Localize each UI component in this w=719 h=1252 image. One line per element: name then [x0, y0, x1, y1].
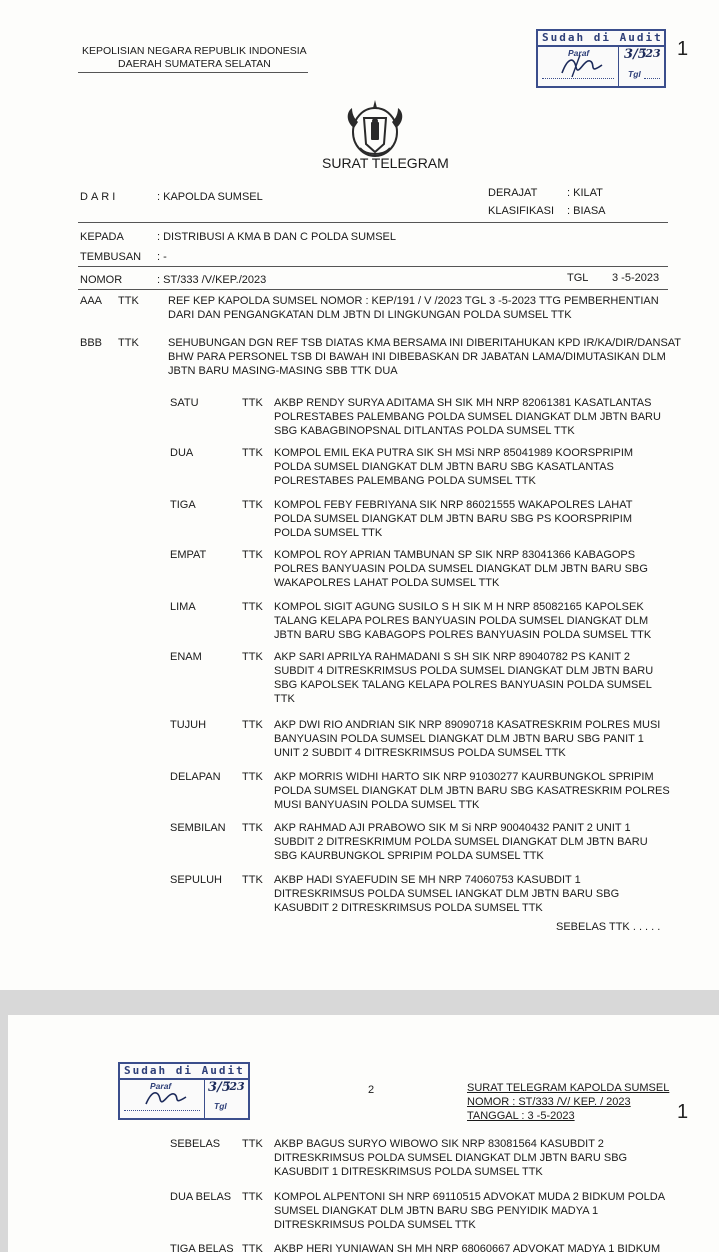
item-line: UNIT 2 SUBDIT 4 DITRESKRIMSUS POLDA SUMSEL TTK: [274, 747, 566, 759]
bbb-code: BBB: [80, 337, 103, 349]
item-line: POLDA SUMSEL DIANGKAT DLM JBTN BARU SBG PS KOORSPRIPIM: [274, 513, 632, 525]
item-line: KOMPOL ROY APRIAN TAMBUNAN SP SIK NRP 83041366 KABAGOPS: [274, 549, 636, 561]
audit-stamp: [118, 1062, 250, 1120]
klasifikasi-label: KLASIFIKASI: [488, 205, 555, 217]
item-number: DUA BELAS: [170, 1191, 232, 1203]
stamp-handwritten-date: 3/5: [624, 47, 647, 62]
item-number: ENAM: [170, 651, 202, 663]
tembusan-value: : -: [157, 251, 167, 263]
stamp-paraf-label: Paraf: [568, 48, 590, 58]
item-line: AKBP HADI SYAEFUDIN SE MH NRP 74060753 KASUBDIT 1: [274, 874, 581, 886]
item-line: AKP DWI RIO ANDRIAN SIK NRP 89090718 KASATRESKRIM POLRES MUSI: [274, 719, 661, 731]
reference-title: SURAT TELEGRAM KAPOLDA SUMSEL: [467, 1082, 670, 1094]
item-line: AKBP BAGUS SURYO WIBOWO SIK NRP 83081564 KASUBDIT 2: [274, 1138, 604, 1150]
stamp-paraf-label: Paraf: [150, 1081, 172, 1091]
item-line: AKBP RENDY SURYA ADITAMA SH SIK MH NRP 82061381 KASATLANTAS: [274, 397, 652, 409]
klasifikasi-value: : BIASA: [567, 205, 606, 217]
nomor-label: NOMOR: [80, 274, 123, 286]
stamp-divider: [618, 47, 619, 86]
divider: [78, 266, 668, 267]
item-line: BANYUASIN POLDA SUMSEL DIANGKAT DLM JBTN BARU SBG PANIT 1: [274, 733, 644, 745]
item-line: POLRES BANYUASIN POLDA SUMSEL DIANGKAT DLM JBTN BARU SBG: [274, 563, 648, 575]
dari-value: : KAPOLDA SUMSEL: [157, 191, 263, 203]
audit-stamp-title: Sudah di Audit: [538, 31, 664, 47]
item-line: MUSI BANYUASIN POLDA SUMSEL TTK: [274, 799, 480, 811]
item-line: SBG KABAGBINOPSNAL DITLANTAS POLDA SUMSEL TTK: [274, 425, 575, 437]
item-number: DUA: [170, 447, 194, 459]
item-line: DITRESKRIMSUS POLDA SUMSEL TTK: [274, 1219, 476, 1231]
nomor-value: : ST/333 /V/KEP./2023: [157, 274, 267, 286]
audit-stamp-title: Sudah di Audit: [120, 1064, 248, 1080]
item-line: TALANG KELAPA POLRES BANYUASIN POLDA SUMSEL DIANGKAT DLM: [274, 615, 649, 627]
item-line: SUBDIT 4 DITRESKRIMSUS POLDA SUMSEL DIANGKAT DLM JBTN BARU: [274, 665, 654, 677]
divider: [78, 222, 668, 223]
stamp-dotted-line: [124, 1110, 200, 1111]
item-line: KASUBDIT 2 DITRESKRIMSUS POLDA SUMSEL TTK: [274, 902, 543, 914]
stamp-dotted-line: [542, 78, 614, 79]
stamp-handwritten-year: '23: [226, 1080, 245, 1093]
item-number: SATU: [170, 397, 199, 409]
divider: [78, 289, 668, 290]
item-line: SBG KAPOLSEK TALANG KELAPA POLRES BANYUASIN POLDA SUMSEL: [274, 679, 652, 691]
aaa-ttk: TTK: [118, 295, 139, 307]
paraf-signature-icon: [558, 53, 608, 81]
reference-nomor: NOMOR : ST/333 /V/ KEP. / 2023: [467, 1096, 631, 1108]
item-number: TUJUH: [170, 719, 207, 731]
item-ttk: TTK: [242, 1191, 263, 1203]
item-line: POLRESTABES PALEMBANG POLDA SUMSEL TTK: [274, 475, 536, 487]
aaa-line: DARI DAN PENGANGKATAN DLM JBTN DI LINGKUNGAN POLDA SUMSEL TTK: [168, 309, 572, 321]
stamp-tgl-label: Tgl: [214, 1101, 227, 1111]
item-ttk: TTK: [242, 397, 263, 409]
item-line: AKP SARI APRILYA RAHMADANI S SH SIK NRP 89040782 PS KANIT 2: [274, 651, 631, 663]
header-underline: [78, 72, 308, 73]
kepada-value: : DISTRIBUSI A KMA B DAN C POLDA SUMSEL: [157, 231, 397, 243]
item-ttk: TTK: [242, 771, 263, 783]
item-number: DELAPAN: [170, 771, 221, 783]
item-ttk: TTK: [242, 719, 263, 731]
audit-stamp: [536, 29, 666, 88]
police-emblem-icon: [340, 98, 410, 160]
stamp-tgl-label: Tgl: [628, 69, 641, 79]
bbb-line: SEHUBUNGAN DGN REF TSB DIATAS KMA BERSAMA INI DIBERITAHUKAN KPD IR/KA/DIR/DANSAT: [168, 337, 682, 349]
item-line: AKP MORRIS WIDHI HARTO SIK NRP 91030277 KAURBUNGKOL SPRIPIM: [274, 771, 654, 783]
institution-region: DAERAH SUMATERA SELATAN: [118, 58, 271, 70]
item-line: SUBDIT 2 DITRESKRIMUM POLDA SUMSEL DIANGKAT DLM JBTN BARU: [274, 836, 648, 848]
tgl-value: 3 -5-2023: [612, 272, 660, 284]
item-number: TIGA: [170, 499, 196, 511]
item-line: POLRESTABES PALEMBANG POLDA SUMSEL DIANGKAT DLM JBTN BARU: [274, 411, 661, 423]
stamp-handwritten-year: '23: [642, 47, 661, 60]
item-line: DITRESKRIMSUS POLDA SUMSEL DIANGKAT DLM JBTN BARU SBG: [274, 1152, 628, 1164]
item-line: KOMPOL SIGIT AGUNG SUSILO S H SIK M H NRP 85082165 KAPOLSEK: [274, 601, 644, 613]
bbb-line: BHW PARA PERSONEL TSB DI BAWAH INI DIBEBASKAN DR JABATAN LAMA/DIMUTASIKAN DLM: [168, 351, 666, 363]
item-ttk: TTK: [242, 1138, 263, 1150]
aaa-line: REF KEP KAPOLDA SUMSEL NOMOR : KEP/191 / V /2023 TGL 3 -5-2023 TTG PEMBERHENTIAN: [168, 295, 659, 307]
item-ttk: TTK: [242, 601, 263, 613]
item-ttk: TTK: [242, 651, 263, 663]
item-number: TIGA BELAS: [170, 1243, 234, 1252]
item-line: JBTN BARU SBG KABAGOPS POLRES BANYUASIN POLDA SUMSEL TTK: [274, 629, 652, 641]
tgl-label: TGL: [567, 272, 589, 284]
item-line: SBG KAURBUNGKOL SPRIPIM POLDA SUMSEL TTK: [274, 850, 544, 862]
page-number: 1: [677, 38, 689, 60]
document-title: SURAT TELEGRAM: [322, 155, 449, 171]
item-number: SEPULUH: [170, 874, 222, 886]
item-line: AKP RAHMAD AJI PRABOWO SIK M Si NRP 90040432 PANIT 2 UNIT 1: [274, 822, 631, 834]
item-number: SEMBILAN: [170, 822, 226, 834]
derajat-label: DERAJAT: [488, 187, 538, 199]
derajat-value: : KILAT: [567, 187, 603, 199]
item-ttk: TTK: [242, 549, 263, 561]
item-number: SEBELAS: [170, 1138, 221, 1150]
item-number: EMPAT: [170, 549, 207, 561]
paraf-signature-icon: [142, 1086, 192, 1112]
item-ttk: TTK: [242, 822, 263, 834]
page-number: 1: [677, 1101, 689, 1123]
item-ttk: TTK: [242, 499, 263, 511]
reference-tanggal: TANGGAL : 3 -5-2023: [467, 1110, 575, 1122]
item-line: KOMPOL EMIL EKA PUTRA SIK SH MSi NRP 85041989 KOORSPRIPIM: [274, 447, 634, 459]
item-line: POLDA SUMSEL DIANGKAT DLM JBTN BARU SBG KASATLANTAS: [274, 461, 614, 473]
item-line: KOMPOL FEBY FEBRIYANA SIK NRP 86021555 WAKAPOLRES LAHAT: [274, 499, 633, 511]
item-line: POLDA SUMSEL TTK: [274, 527, 383, 539]
continuation-marker: SEBELAS TTK . . . . .: [556, 921, 661, 933]
item-line: AKBP HERI YUNIAWAN SH MH NRP 68060667 ADVOKAT MADYA 1 BIDKUM: [274, 1243, 661, 1252]
aaa-code: AAA: [80, 295, 103, 307]
item-number: LIMA: [170, 601, 196, 613]
item-line: KOMPOL ALPENTONI SH NRP 69110515 ADVOKAT MUDA 2 BIDKUM POLDA: [274, 1191, 666, 1203]
stamp-divider: [204, 1080, 205, 1118]
kepada-label: KEPADA: [80, 231, 124, 243]
page-marker: 2: [368, 1084, 375, 1096]
dari-label: DARI: [80, 191, 119, 203]
tembusan-label: TEMBUSAN: [80, 251, 142, 263]
stamp-handwritten-date: 3/5: [208, 1080, 231, 1095]
item-line: WAKAPOLRES LAHAT POLDA SUMSEL TTK: [274, 577, 500, 589]
item-line: SUMSEL DIANGKAT DLM JBTN BARU SBG PENYIDIK MADYA 1: [274, 1205, 599, 1217]
item-ttk: TTK: [242, 1243, 263, 1252]
item-ttk: TTK: [242, 447, 263, 459]
item-line: KASUBDIT 1 DITRESKRIMSUS POLDA SUMSEL TTK: [274, 1166, 543, 1178]
item-ttk: TTK: [242, 874, 263, 886]
bbb-ttk: TTK: [118, 337, 139, 349]
item-line: TTK: [274, 693, 295, 705]
item-line: POLDA SUMSEL DIANGKAT DLM JBTN BARU SBG KASATRESKRIM POLRES: [274, 785, 670, 797]
item-line: DITRESKRIMSUS POLDA SUMSEL IANGKAT DLM JBTN BARU SBG: [274, 888, 620, 900]
stamp-dotted-line-tgl: [644, 78, 660, 79]
institution-name: KEPOLISIAN NEGARA REPUBLIK INDONESIA: [82, 45, 307, 57]
bbb-line: JBTN BARU MASING-MASING SBB TTK DUA: [168, 365, 398, 377]
telegram-page-2: [8, 1015, 719, 1252]
